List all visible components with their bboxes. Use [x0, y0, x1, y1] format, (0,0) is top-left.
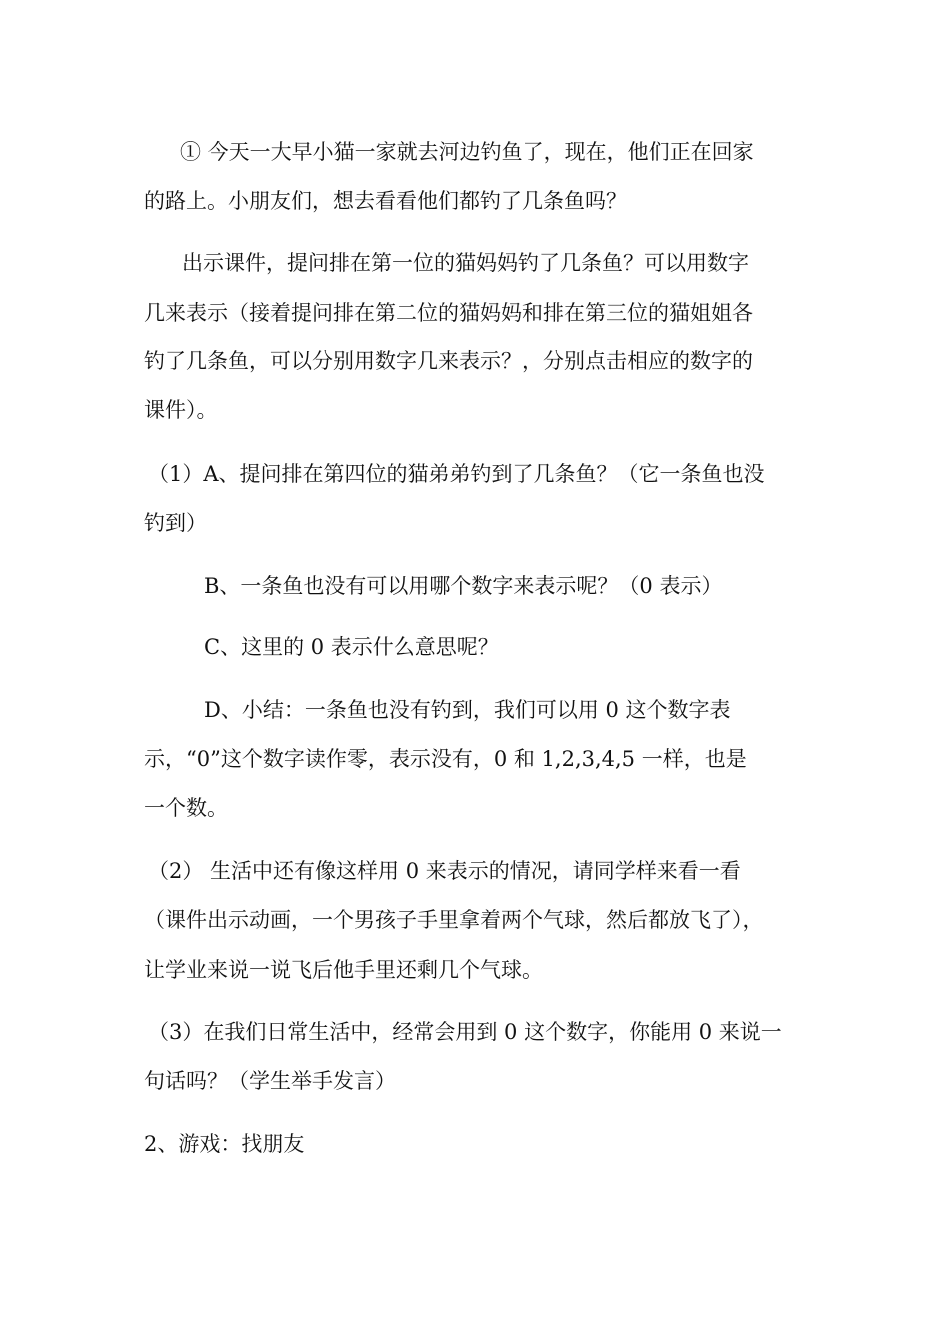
text-line: D、小结：一条鱼也没有钓到，我们可以用 0 这个数字表: [204, 698, 731, 722]
text-line: （1）A、提问排在第四位的猫弟弟钓到了几条鱼？（它一条鱼也没: [148, 462, 765, 486]
section-heading: 2、游戏：找朋友: [144, 1132, 305, 1156]
text-line: 钓了几条鱼，可以分别用数字几来表示？，分别点击相应的数字的: [144, 349, 753, 373]
text-line: 课件）。: [144, 398, 218, 422]
text-line: 句话吗？（学生举手发言）: [144, 1069, 396, 1093]
text-line: （2） 生活中还有像这样用 0 来表示的情况，请同学样来看一看: [148, 859, 741, 883]
text-line: 几来表示（接着提问排在第二位的猫妈妈和排在第三位的猫姐姐各: [144, 301, 753, 325]
text-line: ① 今天一大早小猫一家就去河边钓鱼了，现在，他们正在回家: [180, 140, 754, 164]
text-line: 的路上。小朋友们，想去看看他们都钓了几条鱼吗？: [144, 189, 627, 213]
text-line: （3）在我们日常生活中，经常会用到 0 这个数字，你能用 0 来说一: [148, 1020, 782, 1044]
text-line: 出示课件，提问排在第一位的猫妈妈钓了几条鱼？可以用数字: [182, 251, 749, 275]
text-line: （课件出示动画，一个男孩子手里拿着两个气球，然后都放飞了），: [144, 908, 764, 932]
text-line: B、一条鱼也没有可以用哪个数字来表示呢？（0 表示）: [204, 574, 723, 598]
text-line: 示，“0”这个数字读作零，表示没有，0 和 1,2,3,4,5 一样，也是: [144, 747, 747, 771]
text-line: 一个数。: [144, 796, 228, 820]
text-line: 让学业来说一说飞后他手里还剩几个气球。: [144, 958, 543, 982]
text-line: C、这里的 0 表示什么意思呢？: [204, 635, 499, 659]
text-line: 钓到）: [144, 511, 207, 535]
